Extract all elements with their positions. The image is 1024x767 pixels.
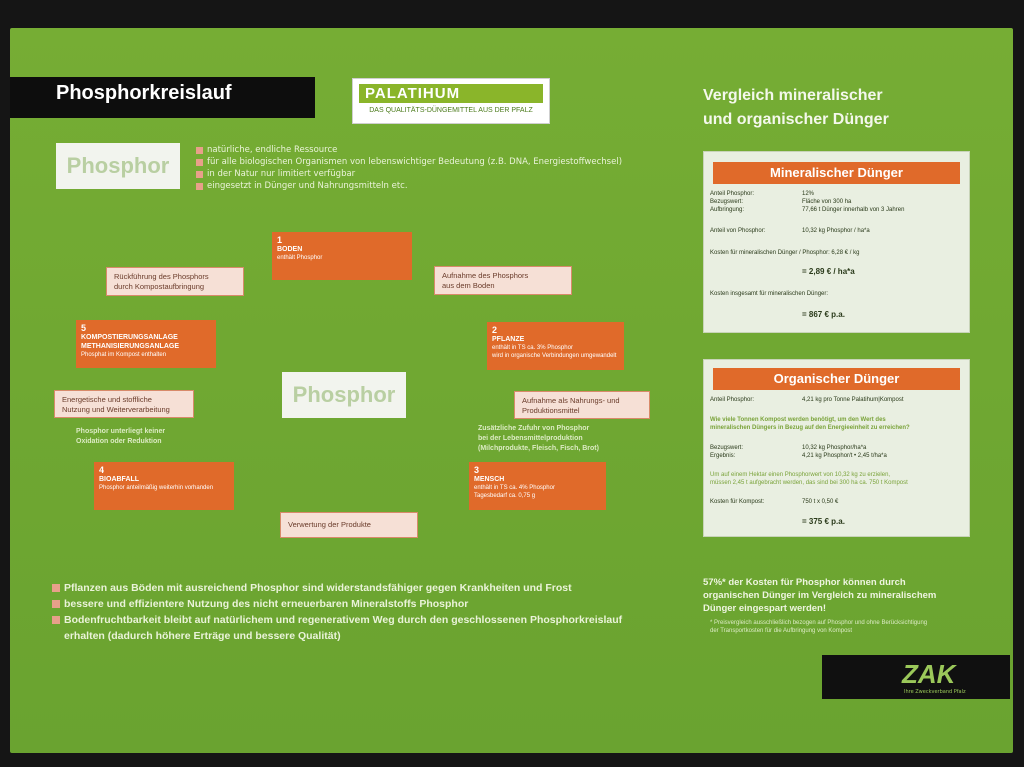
list-item: bessere und effizientere Nutzung des nicht erneuerbaren Mineralstoffs Phosphor	[52, 596, 672, 612]
bullet-icon	[52, 616, 60, 624]
mineral-total-value: = 867 € p.a.	[802, 310, 845, 319]
bullet-icon	[196, 147, 203, 154]
comparison-title: Vergleich mineralischer und organischer Dünger	[703, 87, 889, 128]
list-item: Bodenfruchtbarkeit bleibt auf natürlichem und regenerativem Weg durch den geschlossenen Phosphorkreislauf erhalten (dadurch höhere Erträge und bessere Qualität)	[52, 612, 672, 644]
mineral-heading: Mineralischer Dünger	[713, 162, 960, 184]
process-rueckfuehrung: Rückführung des Phosphors durch Kompostaufbringung	[106, 267, 244, 296]
zak-logo	[822, 655, 1010, 699]
poster	[10, 28, 1013, 753]
organic-row-k: Ergebnis:	[710, 453, 736, 459]
stage-boden: 1 BODEN enthält Phosphor	[272, 232, 412, 280]
zak-logo-sub: Ihre Zweckverband Pfalz	[904, 689, 966, 695]
stage-bioabfall: 4 BIOABFALL Phosphor anteilmäßig weiterhin vorhanden	[94, 462, 234, 510]
bullet-icon	[52, 584, 60, 592]
mineral-kosten-value: = 2,89 € / ha*a	[802, 267, 855, 276]
organic-row-k: Bezugswert:	[710, 445, 744, 451]
stage-pflanze: 2 PFLANZE enthält in TS ca. 3% Phosphor wird in organische Verbindungen umgewandelt	[487, 322, 624, 370]
process-aufnahme-nahrung: Aufnahme als Nahrungs- und Produktionsmittel	[514, 391, 650, 419]
list-item: für alle biologischen Organismen von lebenswichtiger Bedeutung (z.B. DNA, Energiestoffwechsel)	[196, 156, 626, 168]
list-item: Pflanzen aus Böden mit ausreichend Phosphor sind widerstandsfähiger gegen Krankheiten und Frost	[52, 580, 672, 596]
bullet-icon	[196, 171, 203, 178]
savings-statement: 57%* der Kosten für Phosphor können durch organischen Dünger im Vergleich zu mineralischem Dünger eingespart werden!	[703, 577, 937, 614]
benefits-list	[52, 580, 672, 644]
palatihum-logo	[352, 78, 550, 124]
organic-row-k: Kosten für Kompost:	[710, 499, 765, 505]
mineral-row-k: Aufbringung:	[710, 207, 745, 213]
organic-row-v: 10,32 kg Phosphor/ha*a	[802, 445, 867, 451]
organic-row-v: 4,21 kg Phosphor/t • 2,45 t/ha*a	[802, 453, 887, 459]
note-zufuhr: Zusätzliche Zufuhr von Phosphor bei der Lebensmittelproduktion (Milchprodukte, Fleisch, Fisch, Brot)	[478, 425, 599, 452]
phosphor-label-top: Phosphor	[56, 143, 180, 189]
list-item: in der Natur nur limitiert verfügbar	[196, 168, 626, 180]
process-aufnahme-boden: Aufnahme des Phosphors aus dem Boden	[434, 266, 572, 295]
mineral-row-k: Anteil von Phosphor:	[710, 228, 766, 234]
process-verwertung: Verwertung der Produkte	[280, 512, 418, 538]
footnote: * Preisvergleich ausschließlich bezogen auf Phosphor und ohne Berücksichtigung der Transportkosten für die Aufbringung von Kompost	[710, 620, 928, 634]
organic-green-note: Um auf einem Hektar einen Phosphorwert von 10,32 kg zu erzielen, müssen 2,45 t aufgebracht werden, das sind bei 300 ha ca. 750 t Kompost	[710, 472, 908, 486]
mineral-card	[703, 151, 970, 333]
organic-row-v: 4,21 kg pro Tonne Palatihum|Kompost	[802, 397, 904, 403]
phosphor-facts-list	[196, 144, 626, 192]
organic-card	[703, 359, 970, 537]
mineral-row-v: 12%	[802, 191, 815, 197]
organic-heading: Organischer Dünger	[713, 368, 960, 390]
mineral-kosten-label: Kosten für mineralischen Dünger / Phosphor: 6,28 € / kg	[710, 250, 860, 256]
organic-total-value: = 375 € p.a.	[802, 517, 845, 526]
organic-row-k: Anteil Phosphor:	[710, 397, 755, 403]
list-item: natürliche, endliche Ressource	[196, 144, 626, 156]
stage-kompost: 5 KOMPOSTIERUNGSANLAGE METHANISIERUNGSANLAGE Phosphat im Kompost enthalten	[76, 320, 216, 368]
mineral-row-v: 77,66 t Dünger innerhalb von 3 Jahren	[802, 207, 905, 213]
mineral-row-k: Bezugswert:	[710, 199, 744, 205]
phosphor-label-center: Phosphor	[282, 372, 406, 418]
bullet-icon	[196, 183, 203, 190]
mineral-total-label: Kosten insgesamt für mineralischen Dünger:	[710, 291, 829, 297]
page-title: Phosphorkreislauf	[56, 82, 232, 104]
mineral-row-v: 10,32 kg Phosphor / ha*a	[802, 228, 870, 234]
palatihum-logo-name: PALATIHUM	[359, 84, 543, 103]
organic-row-v: 750 t x 0,50 €	[802, 499, 839, 505]
organic-question: Wie viele Tonnen Kompost werden benötigt, um den Wert des mineralischen Düngers in Bezug auf den Energieeinheit zu erreichen?	[710, 417, 910, 431]
mineral-row-v: Fläche von 300 ha	[802, 199, 852, 205]
process-energetisch: Energetische und stoffliche Nutzung und Weiterverarbeitung	[54, 390, 194, 418]
list-item: eingesetzt in Dünger und Nahrungsmitteln etc.	[196, 180, 626, 192]
mineral-row-k: Anteil Phosphor:	[710, 191, 755, 197]
zak-logo-text: ZAK	[902, 659, 956, 689]
stage-mensch: 3 MENSCH enthält in TS ca. 4% Phosphor Tagesbedarf ca. 0,75 g	[469, 462, 606, 510]
note-oxidation: Phosphor unterliegt keiner Oxidation oder Reduktion	[76, 428, 166, 445]
bullet-icon	[52, 600, 60, 608]
palatihum-logo-tagline: DAS QUALITÄTS-DÜNGEMITTEL AUS DER PFALZ	[369, 107, 533, 114]
bullet-icon	[196, 159, 203, 166]
